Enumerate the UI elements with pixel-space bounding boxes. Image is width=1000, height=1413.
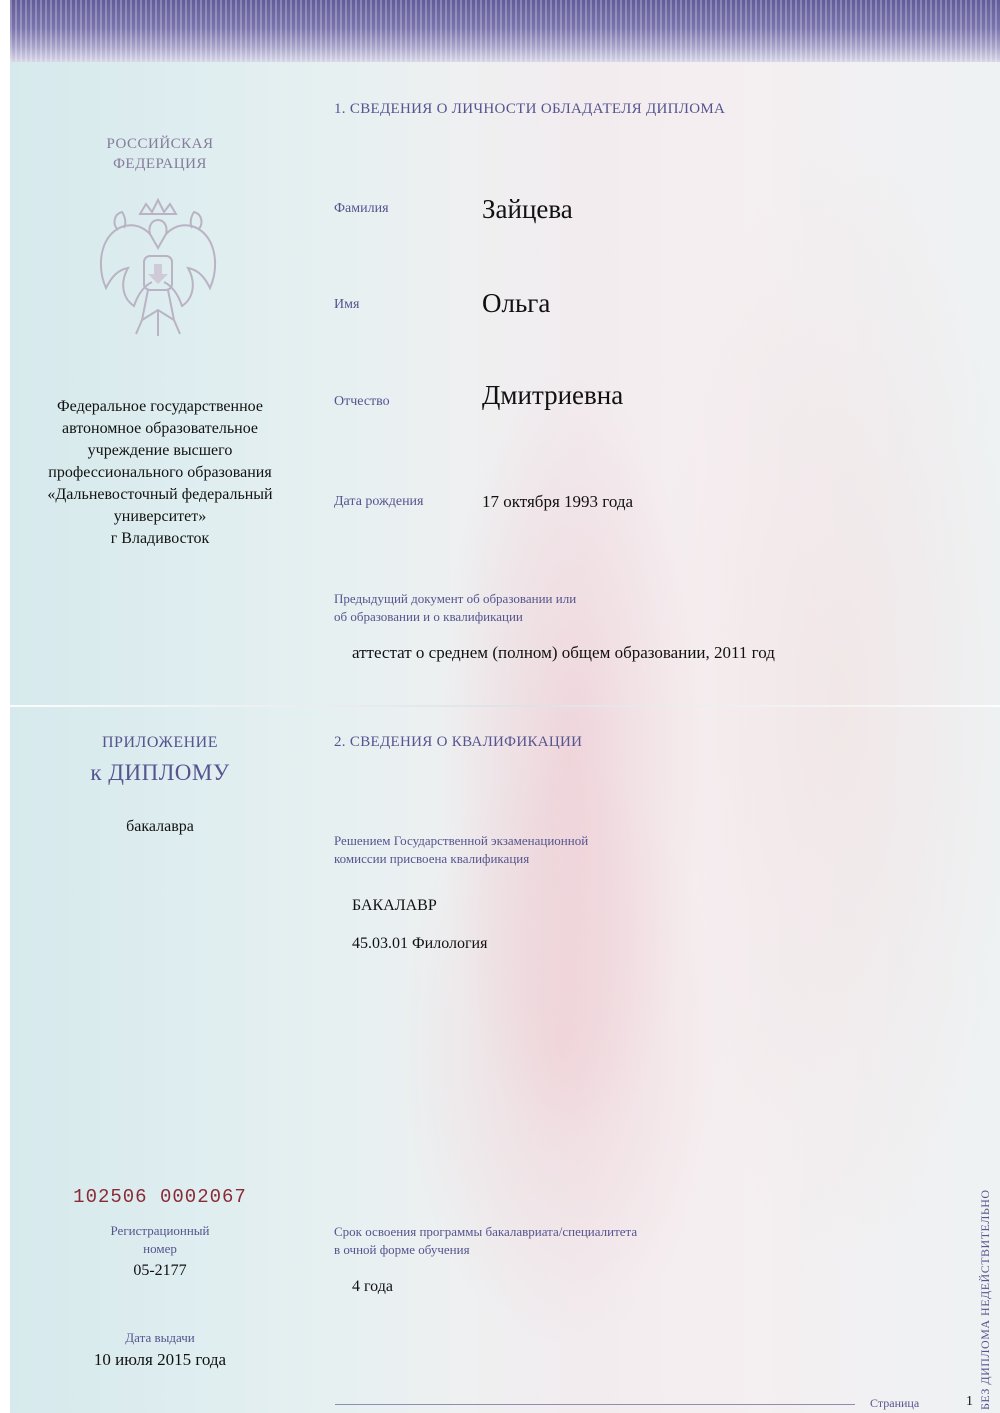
previous-document-label [334, 590, 576, 626]
qualification-decision-label [334, 832, 588, 868]
birth-date-value: 17 октября 1993 года [482, 492, 634, 511]
previous-document-label-line-1: Предыдущий документ об образовании или [334, 591, 577, 606]
previous-document-value: аттестат о среднем (полном) общем образовании, 2011 год [352, 643, 775, 662]
registration-number: 05-2177 [133, 1262, 187, 1279]
university-city: г Владивосток [110, 530, 210, 547]
study-duration-label-line-2: в очной форме обучения [334, 1242, 470, 1257]
fold-line [10, 705, 1000, 707]
birth-date-label: Дата рождения [334, 494, 424, 509]
university-line-2: автономное образовательное [61, 420, 258, 437]
registration-label-line-2: номер [143, 1241, 177, 1256]
double-headed-eagle-icon [78, 190, 238, 350]
appendix-subtitle: к ДИПЛОМУ [90, 760, 230, 785]
scan-margin [0, 0, 10, 1413]
qualification-decision-line-1: Решением Государственной экзаменационной [334, 833, 589, 848]
university-line-1: Федеральное государственное [57, 398, 263, 415]
university-line-6: университет» [113, 508, 207, 525]
university-line-5: «Дальневосточный федеральный [47, 486, 273, 503]
university-name [22, 396, 298, 550]
study-duration-label [334, 1223, 637, 1259]
section-2-title: 2. СВЕДЕНИЯ О КВАЛИФИКАЦИИ [334, 734, 583, 750]
country-line-2: ФЕДЕРАЦИЯ [113, 156, 207, 172]
footer-rule [335, 1404, 855, 1405]
page-label: Страница [870, 1396, 920, 1410]
patronymic-value: Дмитриевна [482, 380, 624, 410]
registration-label-line-1: Регистрационный [110, 1223, 210, 1238]
registration-label [60, 1222, 260, 1258]
patronymic-label: Отчество [334, 394, 390, 409]
issue-date-label: Дата выдачи [125, 1330, 195, 1345]
issue-date: 10 июля 2015 года [93, 1350, 227, 1369]
page-number: 1 [966, 1394, 973, 1409]
side-validity-note: БЕЗ ДИПЛОМА НЕДЕЙСТВИТЕЛЬНО [978, 1189, 992, 1410]
country-title [60, 134, 260, 174]
serial-number: 102506 0002067 [73, 1186, 247, 1208]
university-line-3: учреждение высшего [87, 442, 233, 459]
degree-level: бакалавра [126, 818, 194, 835]
specialty-value: 45.03.01 Филология [352, 935, 488, 952]
name-label: Имя [334, 297, 360, 312]
surname-value: Зайцева [482, 194, 573, 224]
top-guilloche-band [10, 0, 1000, 62]
section-1-title: 1. СВЕДЕНИЯ О ЛИЧНОСТИ ОБЛАДАТЕЛЯ ДИПЛОМА [334, 101, 726, 117]
name-value: Ольга [482, 288, 551, 318]
country-line-1: РОССИЙСКАЯ [106, 136, 214, 152]
surname-label: Фамилия [334, 201, 389, 216]
study-duration-label-line-1: Срок освоения программы бакалавриата/специалитета [334, 1224, 638, 1239]
qualification-decision-line-2: комиссии присвоена квалификация [334, 851, 530, 866]
university-line-4: профессионального образования [48, 464, 272, 481]
previous-document-label-line-2: об образовании и о квалификации [334, 609, 523, 624]
appendix-title: ПРИЛОЖЕНИЕ [101, 734, 218, 751]
qualification-value: БАКАЛАВР [352, 897, 437, 914]
study-duration-value: 4 года [352, 1278, 393, 1295]
